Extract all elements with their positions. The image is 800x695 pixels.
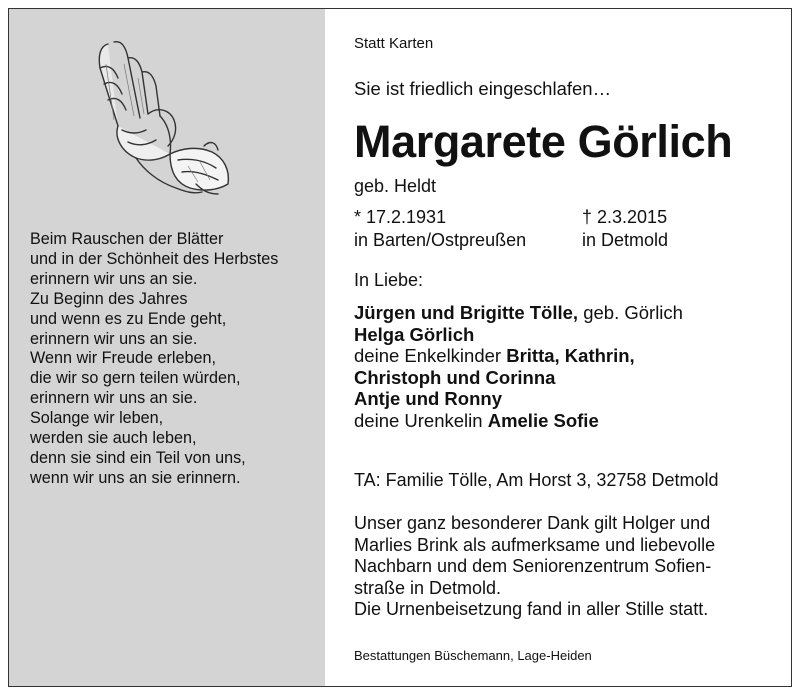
deceased-name: Margarete Görlich (354, 116, 733, 167)
poem-line: erinnern wir uns an sie. (30, 269, 198, 288)
family-name: Amelie Sofie (487, 409, 599, 431)
family-name: Jürgen und Brigitte Tölle, (354, 302, 579, 323)
death-date: † 2.3.2015 (582, 207, 668, 227)
family-line (354, 367, 683, 389)
birth-place: in Barten/Ostpreußen (354, 230, 527, 250)
poem-line: Wenn wir Freude erleben, (30, 349, 216, 368)
thanks-line: Nachbarn und dem Seniorenzentrum Sofien- (354, 556, 712, 576)
thanks-line: Unser ganz besonderer Dank gilt Holger und (354, 513, 711, 533)
maiden-name: geb. Heldt (354, 176, 437, 196)
poem-line: werden sie auch leben, (30, 429, 197, 448)
poem (30, 230, 278, 489)
poem-line: Beim Rauschen der Blätter (30, 230, 224, 248)
poem-line: erinnern wir uns an sie. (30, 329, 198, 348)
family-name: Antje und Ronny (354, 388, 502, 409)
family-name: Christoph und Corinna (354, 366, 556, 388)
family-line (354, 302, 683, 324)
poem-line: denn sie sind ein Teil von uns, (30, 448, 246, 467)
family-note: geb. Görlich (578, 302, 683, 323)
praying-hands-icon (78, 34, 238, 199)
poem-line: wenn wir uns an sie erinnern. (30, 468, 241, 487)
poem-line: und wenn es zu Ende geht, (30, 309, 227, 328)
family-line (354, 324, 683, 346)
family-line (354, 410, 683, 432)
family-line (354, 345, 683, 367)
statt-karten: Statt Karten (354, 35, 434, 52)
family-name: Helga Görlich (354, 323, 475, 345)
death-place: in Detmold (582, 230, 669, 250)
family-name: Britta, Kathrin, (506, 345, 635, 366)
thanks-text (354, 513, 715, 621)
undertaker: Bestattungen Büschemann, Lage-Heiden (354, 648, 592, 663)
mourning-address: TA: Familie Tölle, Am Horst 3, 32758 Detmold (354, 470, 719, 490)
poem-line: Solange wir leben, (30, 409, 164, 428)
poem-line: Zu Beginn des Jahres (30, 289, 188, 308)
family-line (354, 388, 683, 410)
family-list (354, 302, 683, 431)
death-info (582, 206, 668, 252)
thanks-line: straße in Detmold. (354, 577, 502, 598)
in-liebe: In Liebe: (354, 270, 424, 290)
birth-date: * 17.2.1931 (354, 207, 447, 227)
poem-line: die wir so gern teilen würden, (30, 369, 241, 388)
family-note: deine Urenkelin (354, 409, 488, 431)
poem-line: erinnern wir uns an sie. (30, 389, 198, 408)
thanks-line: Marlies Brink als aufmerksame und liebevolle (354, 534, 716, 555)
family-note: deine Enkelkinder (354, 345, 507, 366)
poem-line: und in der Schönheit des Herbstes (30, 249, 279, 268)
birth-info (354, 206, 526, 252)
thanks-line: Die Urnenbeisetzung fand in aller Stille statt. (354, 599, 709, 619)
intro-line: Sie ist friedlich eingeschlafen… (354, 78, 612, 99)
